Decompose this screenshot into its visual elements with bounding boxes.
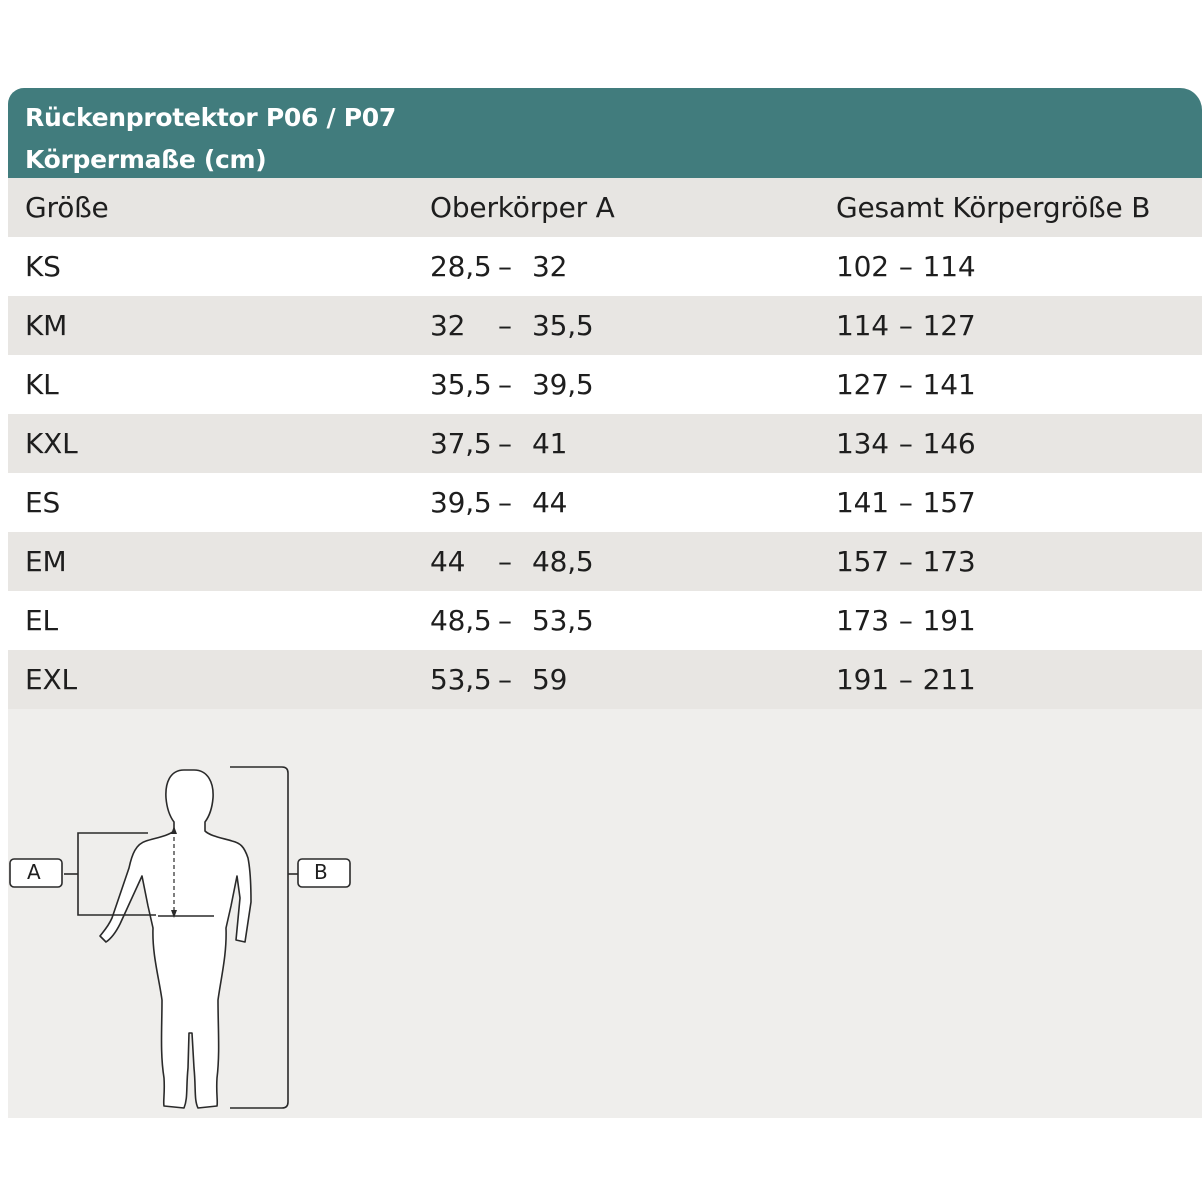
range-dash: –: [498, 604, 512, 637]
cell-total-height-max: 141: [922, 368, 976, 401]
cell-total-height-min: 114: [836, 309, 889, 342]
cell-upper-body-min: 37,5: [430, 427, 492, 460]
cell-upper-body-min: 53,5: [430, 663, 492, 696]
range-dash: –: [498, 368, 512, 401]
range-dash: –: [498, 427, 512, 460]
range-dash: –: [498, 486, 512, 519]
cell-total-height-min: 127: [836, 368, 889, 401]
table-row: [8, 532, 1202, 591]
range-dash: –: [898, 427, 913, 460]
range-dash: –: [498, 545, 512, 578]
cell-total-height-min: 141: [836, 486, 889, 519]
cell-upper-body-min: 32: [430, 309, 466, 342]
cell-upper-body-max: 44: [532, 486, 568, 519]
label-b: B: [314, 860, 328, 884]
table-row: [8, 414, 1202, 473]
range-dash: –: [898, 368, 913, 401]
cell-upper-body-range: [430, 545, 594, 578]
cell-upper-body-min: 39,5: [430, 486, 492, 519]
cell-upper-body-min: 28,5: [430, 250, 492, 283]
cell-size: KM: [25, 309, 68, 342]
cell-upper-body-max: 59: [532, 663, 568, 696]
cell-total-height-range: [836, 427, 976, 460]
cell-upper-body-max: 39,5: [532, 368, 594, 401]
cell-total-height-range: [836, 604, 976, 637]
size-table: [8, 178, 1202, 709]
cell-upper-body-min: 35,5: [430, 368, 492, 401]
column-header-total-height: Gesamt Körpergröße B: [836, 191, 1151, 224]
cell-total-height-min: 134: [836, 427, 889, 460]
cell-upper-body-max: 32: [532, 250, 568, 283]
range-dash: –: [498, 663, 512, 696]
cell-size: KXL: [25, 427, 78, 460]
cell-total-height-max: 173: [922, 545, 976, 578]
cell-upper-body-min: 44: [430, 545, 466, 578]
range-dash: –: [898, 663, 913, 696]
range-dash: –: [898, 545, 913, 578]
cell-total-height-range: [836, 368, 976, 401]
cell-total-height-max: 157: [922, 486, 976, 519]
cell-upper-body-range: [430, 368, 594, 401]
cell-upper-body-range: [430, 309, 594, 342]
cell-total-height-max: 191: [922, 604, 976, 637]
table-row: [8, 237, 1202, 296]
chart-title: Rückenprotektor P06 / P07: [25, 103, 396, 132]
cell-upper-body-max: 41: [532, 427, 568, 460]
column-header-upper-body: Oberkörper A: [430, 191, 615, 224]
table-row: [8, 355, 1202, 414]
table-row: [8, 650, 1202, 709]
cell-total-height-range: [836, 545, 976, 578]
cell-upper-body-max: 48,5: [532, 545, 594, 578]
chart-subtitle: Körpermaße (cm): [25, 145, 267, 174]
cell-size: KL: [25, 368, 59, 401]
size-chart-card: [8, 88, 1202, 1118]
cell-total-height-min: 157: [836, 545, 889, 578]
range-dash: –: [498, 309, 512, 342]
range-dash: –: [898, 604, 913, 637]
range-dash: –: [898, 309, 913, 342]
cell-total-height-max: 127: [922, 309, 976, 342]
chart-header: [8, 88, 1202, 178]
cell-total-height-range: [836, 486, 976, 519]
cell-size: EM: [25, 545, 67, 578]
range-dash: –: [898, 250, 913, 283]
range-dash: –: [898, 486, 913, 519]
range-dash: –: [498, 250, 512, 283]
cell-total-height-min: 173: [836, 604, 889, 637]
cell-total-height-range: [836, 663, 976, 696]
table-row: [8, 591, 1202, 650]
cell-total-height-max: 211: [922, 663, 976, 696]
cell-total-height-range: [836, 309, 976, 342]
cell-size: ES: [25, 486, 61, 519]
body-measurement-figure: [8, 708, 408, 1118]
cell-total-height-min: 102: [836, 250, 889, 283]
cell-upper-body-min: 48,5: [430, 604, 492, 637]
table-row: [8, 296, 1202, 355]
cell-total-height-max: 146: [922, 427, 976, 460]
cell-upper-body-range: [430, 486, 567, 519]
table-row: [8, 473, 1202, 532]
cell-size: EL: [25, 604, 58, 637]
cell-total-height-max: 114: [922, 250, 976, 283]
cell-total-height-min: 191: [836, 663, 889, 696]
cell-upper-body-range: [430, 663, 567, 696]
cell-size: EXL: [25, 663, 77, 696]
cell-upper-body-max: 35,5: [532, 309, 594, 342]
label-a: A: [27, 860, 41, 884]
cell-upper-body-range: [430, 250, 567, 283]
column-header-size: Größe: [25, 191, 109, 224]
cell-size: KS: [25, 250, 61, 283]
table-header-row: [8, 178, 1202, 237]
human-silhouette: [100, 770, 251, 1108]
cell-upper-body-max: 53,5: [532, 604, 594, 637]
cell-total-height-range: [836, 250, 976, 283]
cell-upper-body-range: [430, 427, 567, 460]
cell-upper-body-range: [430, 604, 594, 637]
body-silhouette-illustration: [8, 708, 408, 1118]
